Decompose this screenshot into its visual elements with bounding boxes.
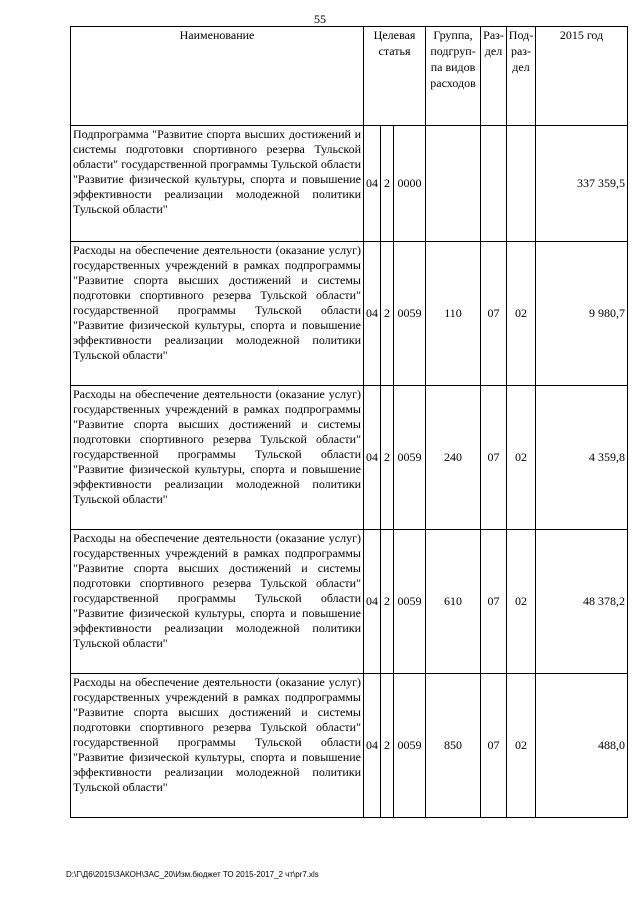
target-article-part1: 04 <box>364 386 381 530</box>
header-section: Раз-дел <box>481 27 507 126</box>
target-article-part2: 2 <box>381 126 394 242</box>
target-article-part1: 04 <box>364 674 381 818</box>
expense-group-cell <box>426 126 481 242</box>
table-row <box>71 386 628 530</box>
table-row <box>71 126 628 242</box>
expense-group-cell: 610 <box>426 530 481 674</box>
amount-2015-cell: 4 359,8 <box>536 386 628 530</box>
section-cell <box>481 126 507 242</box>
row-name-cell: Расходы на обеспечение деятельности (оказание услуг) государственных учреждений в рамках подпрограммы "Развитие спорта высших достижений и системы подготовки спортивного резерва Тульской области" государственной программы Тульской области "Развитие физической культуры, спорта и повышение эффективности реализации молодежной политики Тульской области" <box>71 530 364 674</box>
target-article-part2: 2 <box>381 386 394 530</box>
target-article-part3: 0059 <box>394 674 426 818</box>
row-name-cell: Расходы на обеспечение деятельности (оказание услуг) государственных учреждений в рамках подпрограммы "Развитие спорта высших достижений и системы подготовки спортивного резерва Тульской области" государственной программы Тульской области "Развитие физической культуры, спорта и повышение эффективности реализации молодежной политики Тульской области" <box>71 386 364 530</box>
budget-table <box>70 26 628 818</box>
expense-group-cell: 110 <box>426 242 481 386</box>
header-subsection: Под-раз-дел <box>507 27 536 126</box>
header-group: Группа, подгруп-па видов расходов <box>426 27 481 126</box>
header-name: Наименование <box>71 27 364 126</box>
expense-group-cell: 850 <box>426 674 481 818</box>
section-cell: 07 <box>481 530 507 674</box>
table-body <box>71 126 628 818</box>
target-article-part1: 04 <box>364 126 381 242</box>
target-article-part2: 2 <box>381 674 394 818</box>
expense-group-cell: 240 <box>426 386 481 530</box>
amount-2015-cell: 488,0 <box>536 674 628 818</box>
row-name-cell: Расходы на обеспечение деятельности (оказание услуг) государственных учреждений в рамках подпрограммы "Развитие спорта высших достижений и системы подготовки спортивного резерва Тульской области" государственной программы Тульской области "Развитие физической культуры, спорта и повышение эффективности реализации молодежной политики Тульской области" <box>71 674 364 818</box>
row-name-cell: Подпрограмма "Развитие спорта высших достижений и системы подготовки спортивного резерва Тульской области" государственной программы Тульской области "Развитие физической культуры, спорта и повышение эффективности реализации молодежной политики Тульской области" <box>71 126 364 242</box>
header-year: 2015 год <box>536 27 628 126</box>
page-number: 55 <box>314 12 326 26</box>
header-target: Целевая статья <box>364 27 426 126</box>
table-row <box>71 242 628 386</box>
subsection-cell: 02 <box>507 386 536 530</box>
table-row <box>71 530 628 674</box>
target-article-part3: 0059 <box>394 530 426 674</box>
subsection-cell: 02 <box>507 242 536 386</box>
amount-2015-cell: 48 378,2 <box>536 530 628 674</box>
target-article-part2: 2 <box>381 242 394 386</box>
section-cell: 07 <box>481 242 507 386</box>
subsection-cell: 02 <box>507 674 536 818</box>
row-name-cell: Расходы на обеспечение деятельности (оказание услуг) государственных учреждений в рамках подпрограммы "Развитие спорта высших достижений и системы подготовки спортивного резерва Тульской области" государственной программы Тульской области "Развитие физической культуры, спорта и повышение эффективности реализации молодежной политики Тульской области" <box>71 242 364 386</box>
amount-2015-cell: 9 980,7 <box>536 242 628 386</box>
section-cell: 07 <box>481 674 507 818</box>
target-article-part3: 0059 <box>394 386 426 530</box>
target-article-part1: 04 <box>364 530 381 674</box>
section-cell: 07 <box>481 386 507 530</box>
file-path-footer: D:\Г\Д6\2015\ЗАКОН\ЗАС_20\Изм.бюджет ТО 2015-2017_2 чт\pr7.xls <box>66 870 319 879</box>
table-row <box>71 674 628 818</box>
amount-2015-cell: 337 359,5 <box>536 126 628 242</box>
subsection-cell <box>507 126 536 242</box>
target-article-part1: 04 <box>364 242 381 386</box>
target-article-part3: 0000 <box>394 126 426 242</box>
target-article-part3: 0059 <box>394 242 426 386</box>
subsection-cell: 02 <box>507 530 536 674</box>
target-article-part2: 2 <box>381 530 394 674</box>
table-header-row <box>71 27 628 126</box>
